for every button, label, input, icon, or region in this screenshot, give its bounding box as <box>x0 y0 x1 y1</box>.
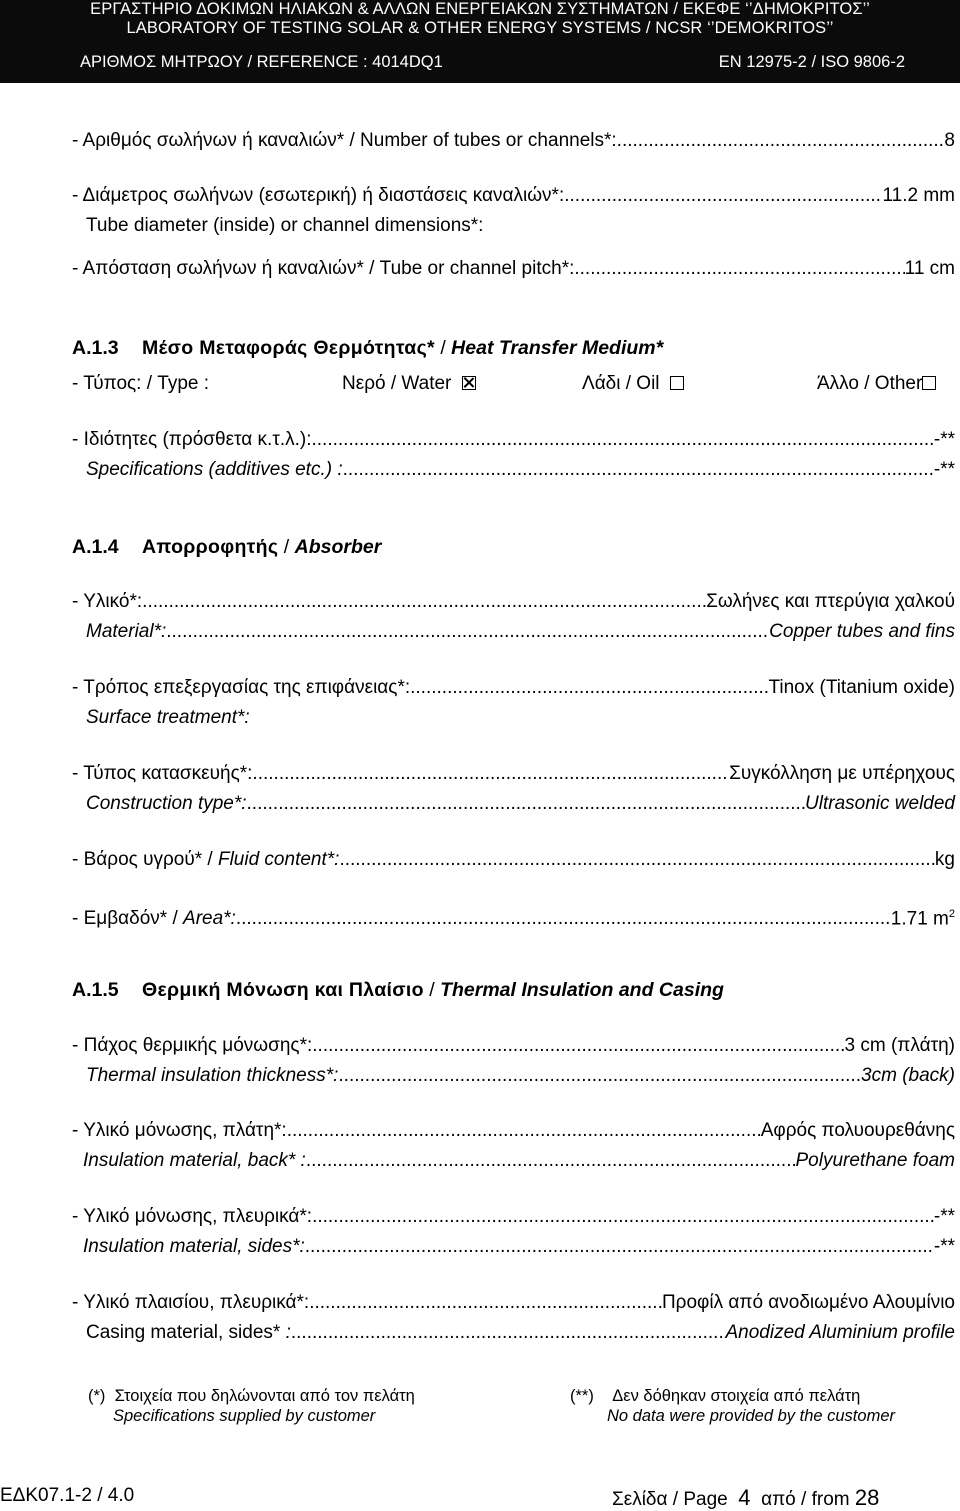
page-of-label: από / from <box>761 1489 850 1510</box>
surface-treatment-value: Tinox (Titanium oxide) <box>768 677 955 698</box>
option-oil <box>582 373 684 395</box>
absorber-material-label-en: Material*: <box>86 621 167 642</box>
insulation-back-value-en: Polyurethane foam <box>795 1150 955 1171</box>
construction-type-en-row <box>86 793 955 815</box>
insulation-sides-value: -** <box>933 1206 955 1227</box>
leader-dots <box>287 1120 761 1142</box>
section-title-greek: Θερμική Μόνωση και Πλαίσιο <box>142 979 424 1001</box>
tubes-diameter-en-row <box>86 215 955 237</box>
leader-dots <box>312 429 934 451</box>
footnote-text-greek: Στοιχεία που δηλώνονται από τον πελάτη <box>114 1387 415 1405</box>
section-title-english: Heat Transfer Medium* <box>451 337 664 359</box>
tubes-number-label: - Αριθμός σωλήνων ή καναλιών* / Number of tubes or channels*: <box>72 130 617 151</box>
insulation-thickness-en-row <box>86 1065 955 1087</box>
construction-type-value: Συγκόλληση με υπέρηχους <box>729 763 955 784</box>
option-water <box>342 373 476 395</box>
lab-name-greek: ΕΡΓΑΣΤΗΡΙΟ ΔΟΚΙΜΩΝ ΗΛΙΑΚΩΝ & ΑΛΛΩΝ ΕΝΕΡΓΕΙΑΚΩΝ ΣΥΣΤΗΜΑΤΩΝ / ΕΚΕΦΕ ‘’ΔΗΜΟΚΡΙΤΟΣ’’ <box>90 0 870 18</box>
medium-type-row <box>72 373 960 397</box>
fluid-content-label <box>72 849 339 871</box>
insulation-thickness-value-en: 3cm (back) <box>861 1065 955 1086</box>
construction-type-row <box>72 763 955 785</box>
section-a15-heading <box>72 978 724 1002</box>
option-other <box>817 373 936 395</box>
option-water-label: Νερό / Water <box>342 373 452 394</box>
area-row <box>72 903 955 930</box>
leader-dots <box>291 1322 726 1344</box>
page-label: Σελίδα / Page <box>612 1489 728 1510</box>
tubes-number-value: 8 <box>944 130 955 151</box>
casing-material-label-en-text: Casing material, sides* <box>86 1322 281 1343</box>
absorber-material-en-row <box>86 621 955 643</box>
medium-spec-en-row <box>86 459 955 481</box>
insulation-thickness-label-en: Thermal insulation thickness*: <box>86 1065 339 1086</box>
insulation-back-en-row <box>83 1150 955 1172</box>
separator: / <box>429 979 435 1001</box>
construction-type-label-en: Construction type*: <box>86 793 247 814</box>
leader-dots <box>252 763 729 785</box>
tubes-diameter-label-en: Tube diameter (inside) or channel dimensions*: <box>86 215 484 236</box>
lab-name-english: LABORATORY OF TESTING SOLAR & OTHER ENERGY SYSTEMS / NCSR ‘’DEMOKRITOS’’ <box>126 19 834 37</box>
insulation-sides-value-en: -** <box>933 1236 955 1257</box>
leader-dots <box>142 591 706 613</box>
casing-material-value: Προφίλ από ανοδιωμένο Αλουμίνιο <box>661 1292 955 1313</box>
checkbox-checked-icon <box>462 376 476 390</box>
leader-dots <box>410 677 768 699</box>
leader-dots <box>306 1150 796 1172</box>
leader-dots <box>247 793 806 815</box>
section-a14-heading <box>72 535 381 559</box>
section-title-english: Absorber <box>294 536 382 558</box>
absorber-material-value-en: Copper tubes and fins <box>769 621 955 642</box>
area-label-en: Area*: <box>183 908 236 930</box>
test-standard: EN 12975-2 / ISO 9806-2 <box>718 53 905 71</box>
leader-dots <box>236 908 891 930</box>
insulation-sides-label: - Υλικό μόνωσης, πλευρικά*: <box>72 1206 313 1227</box>
leader-dots <box>312 1035 844 1057</box>
separator: / <box>283 536 290 558</box>
insulation-thickness-value: 3 cm (πλάτη) <box>844 1035 955 1056</box>
section-number: A.1.5 <box>72 979 119 1001</box>
leader-dots <box>338 1065 861 1087</box>
casing-material-label-en <box>86 1322 291 1344</box>
absorber-material-value: Σωλήνες και πτερύγια χαλκού <box>706 591 955 612</box>
section-title-english: Thermal Insulation and Casing <box>440 979 724 1001</box>
separator: / <box>440 337 446 359</box>
checkbox-empty-icon <box>670 376 684 390</box>
surface-treatment-en-row <box>86 707 955 729</box>
tubes-diameter-value: 11.2 mm <box>882 185 955 206</box>
document-code: ΕΔΚ07.1-2 / 4.0 <box>0 1485 135 1506</box>
footnote-single-star <box>88 1386 415 1426</box>
medium-spec-label-en: Specifications (additives etc.) : <box>86 459 343 480</box>
tubes-diameter-label: - Διάμετρος σωλήνων (εσωτερική) ή διαστάσεις καναλιών*: <box>72 185 565 206</box>
absorber-material-row <box>72 591 955 613</box>
footnote-mark: (*) <box>88 1387 106 1405</box>
insulation-back-label-en: Insulation material, back* : <box>83 1150 306 1171</box>
leader-dots <box>309 1292 662 1314</box>
leader-dots <box>166 621 769 643</box>
checkbox-empty-icon <box>922 376 936 390</box>
leader-dots <box>343 459 934 481</box>
tubes-number-row <box>72 130 955 152</box>
medium-spec-label: - Ιδιότητες (πρόσθετα κ.τ.λ.): <box>72 429 312 450</box>
tubes-pitch-row <box>72 258 955 280</box>
insulation-back-row <box>72 1120 955 1142</box>
construction-type-label: - Τύπος κατασκευής*: <box>72 763 253 784</box>
fluid-content-label-gr: - Βάρος υγρού* / <box>72 849 218 870</box>
surface-treatment-label-en: Surface treatment*: <box>86 707 250 728</box>
leader-dots <box>339 849 934 871</box>
insulation-back-value: Αφρός πολυουρεθάνης <box>760 1120 955 1141</box>
surface-treatment-label: - Τρόπος επεξεργασίας της επιφάνειας*: <box>72 677 411 698</box>
tubes-pitch-value: 11 cm <box>904 258 955 279</box>
page-current: 4 <box>738 1485 751 1510</box>
section-title-greek: Μέσο Μεταφοράς Θερμότητας* <box>142 337 435 359</box>
footnote-text-english: No data were provided by the customer <box>607 1407 895 1425</box>
surface-treatment-row <box>72 677 955 699</box>
insulation-sides-row <box>72 1206 955 1228</box>
leader-dots <box>564 185 882 207</box>
fluid-content-row <box>72 849 955 871</box>
insulation-sides-en-row <box>83 1236 955 1258</box>
footnote-mark: (**) <box>570 1387 594 1405</box>
footnote-text-greek: Δεν δόθηκαν στοιχεία από πελάτη <box>612 1387 861 1405</box>
tubes-diameter-row <box>72 185 955 207</box>
fluid-content-value: kg <box>934 849 955 870</box>
insulation-thickness-label: - Πάχος θερμικής μόνωσης*: <box>72 1035 313 1056</box>
option-other-label: Άλλο / Other <box>817 373 923 394</box>
casing-material-en-row <box>86 1322 955 1344</box>
insulation-sides-label-en: Insulation material, sides*: <box>83 1236 305 1257</box>
area-label-gr: - Εμβαδόν* / <box>72 908 184 930</box>
fluid-content-label-en: Fluid content*: <box>217 849 340 870</box>
construction-type-value-en: Ultrasonic welded <box>805 793 955 814</box>
section-number: A.1.3 <box>72 337 119 359</box>
type-label: - Τύπος: / Type : <box>72 373 210 394</box>
leader-dots <box>617 130 945 152</box>
leader-dots <box>305 1236 934 1258</box>
casing-material-label: - Υλικό πλαισίου, πλευρικά*: <box>72 1292 310 1313</box>
casing-material-row <box>72 1292 955 1314</box>
insulation-thickness-row <box>72 1035 955 1057</box>
medium-spec-value-en: -** <box>933 459 955 480</box>
leader-dots <box>312 1206 934 1228</box>
reference-number: ΑΡΙΘΜΟΣ ΜΗΤΡΩΟΥ / REFERENCE : 4014DQ1 <box>80 53 443 71</box>
area-label <box>72 908 236 930</box>
document-header <box>0 0 960 83</box>
section-number: A.1.4 <box>72 536 119 558</box>
section-a13-heading <box>72 336 663 360</box>
area-unit-exponent: 2 <box>948 908 955 920</box>
insulation-back-label: - Υλικό μόνωσης, πλάτη*: <box>72 1120 287 1141</box>
medium-spec-row <box>72 429 955 451</box>
casing-material-value-en: Anodized Aluminium profile <box>725 1322 955 1343</box>
page-total: 28 <box>854 1485 880 1510</box>
leader-dots <box>574 258 904 280</box>
absorber-material-label: - Υλικό*: <box>72 591 143 612</box>
footnote-text-english: Specifications supplied by customer <box>113 1407 376 1425</box>
section-title-greek: Απορροφητής <box>142 536 279 558</box>
area-value <box>891 903 955 930</box>
casing-material-colon: : <box>280 1322 291 1343</box>
option-oil-label: Λάδι / Oil <box>582 373 660 394</box>
medium-spec-value: -** <box>933 429 955 450</box>
page-indicator <box>612 1485 879 1511</box>
tubes-pitch-label: - Απόσταση σωλήνων ή καναλιών* / Tube or channel pitch*: <box>72 258 575 279</box>
footnote-double-star <box>570 1386 895 1426</box>
area-value-number: 1.71 m <box>890 908 949 930</box>
